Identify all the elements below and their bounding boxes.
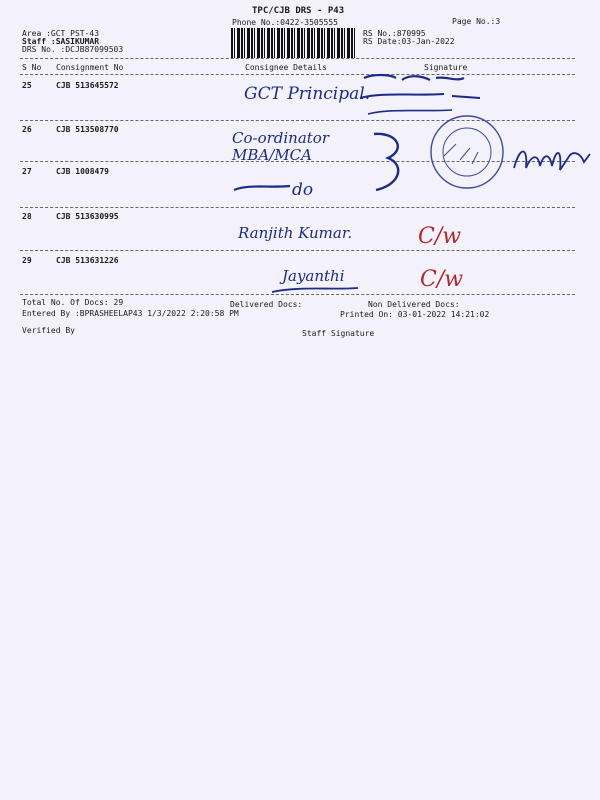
row-s-no: 29	[22, 256, 32, 265]
handwritten-bracket-mark	[368, 128, 418, 198]
row-consignee: Co-ordinator MBA/MCA	[232, 129, 330, 164]
row-consignment-no: CJB 513631226	[56, 256, 119, 265]
drs-number: DRS No. :DCJB87099503	[22, 45, 124, 54]
row-consignment-no: CJB 513630995	[56, 212, 119, 221]
handwritten-signature	[510, 140, 594, 180]
staff-field: Staff :SASIKUMAR	[22, 37, 100, 46]
printed-on: Printed On: 03-01-2022 14:21:02	[340, 310, 490, 319]
row-remark: C/w	[418, 224, 462, 249]
verified-by: Verified By	[22, 326, 75, 335]
entered-by: Entered By :BPRASHEELAP43 1/3/2022 2:20:58 PM	[22, 309, 239, 318]
handwritten-underline	[270, 282, 360, 298]
column-consignment-no: Consignment No	[56, 63, 124, 72]
column-signature: Signature	[424, 63, 468, 72]
staff-signature: Staff Signature	[302, 329, 375, 338]
row-consignee: Ranjith Kumar.	[238, 224, 353, 242]
row-s-no: 28	[22, 212, 32, 221]
row-s-no: 27	[22, 167, 32, 176]
rs-number: RS No.:870995	[363, 29, 426, 38]
total-docs: Total No. Of Docs: 29	[22, 298, 124, 307]
non-delivered-docs: Non Delivered Docs:	[368, 300, 460, 309]
page-number: Page No.:3	[452, 17, 501, 26]
area-field: Area :GCT PST-43	[22, 29, 100, 38]
delivered-docs: Delivered Docs:	[230, 300, 303, 309]
document-title: TPC/CJB DRS - P43	[252, 6, 345, 16]
row-s-no: 26	[22, 125, 32, 134]
row-remark: C/w	[420, 267, 464, 292]
column-s-no: S No	[22, 63, 42, 72]
row-divider	[20, 207, 575, 208]
header-divider	[20, 58, 575, 59]
row-consignee: Jayanthi	[282, 267, 345, 285]
column-consignee-details: Consignee Details	[245, 63, 327, 72]
row-consignee: do	[292, 180, 314, 200]
barcode	[231, 28, 355, 58]
rs-date: RS Date:03-Jan-2022	[363, 37, 455, 46]
row-consignee: GCT Principal.	[244, 84, 371, 104]
row-divider	[20, 250, 575, 251]
handwritten-dash-mark	[232, 178, 292, 198]
phone-number: Phone No.:0422-3505555	[232, 18, 338, 27]
row-consignment-no: CJB 513508770	[56, 125, 119, 134]
row-consignment-no: CJB 513645572	[56, 81, 119, 90]
row-consignment-no: CJB 1008479	[56, 167, 109, 176]
row-s-no: 25	[22, 81, 32, 90]
